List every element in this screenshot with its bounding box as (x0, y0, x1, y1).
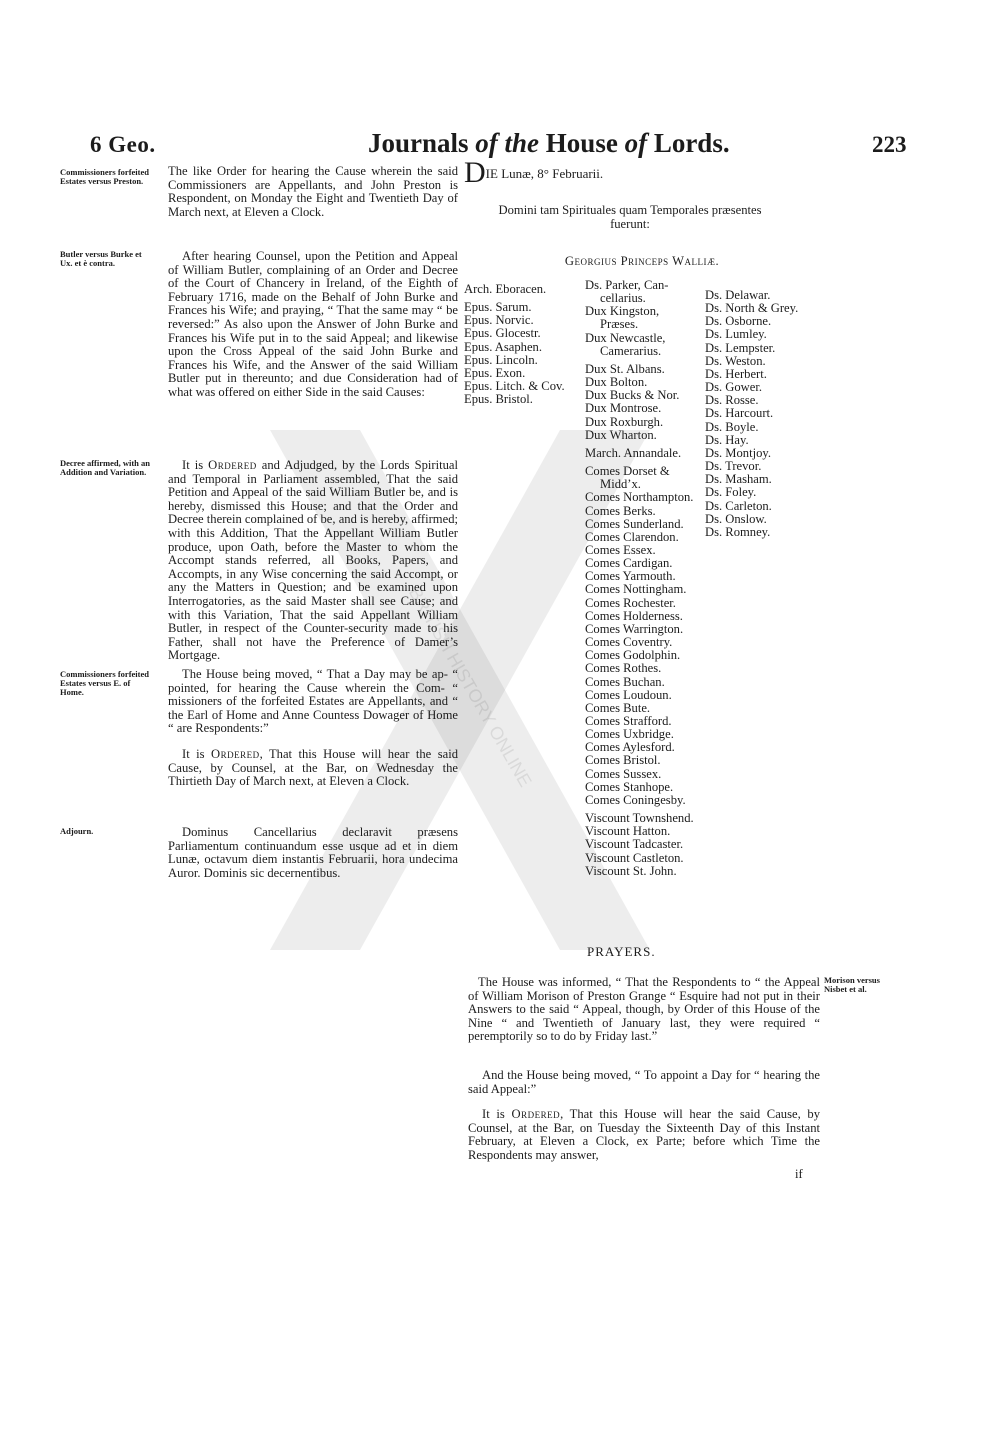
lord-entry: Comes Bristol. (585, 753, 661, 768)
lord-entry: Præses. (600, 317, 639, 332)
date-initial: D (464, 156, 486, 189)
lord-entry: Epus. Asaphen. (464, 339, 543, 354)
lord-entry: Viscount Townshend. (585, 811, 694, 826)
lord-entry: Viscount Tadcaster. (585, 837, 684, 852)
lord-entry: Ds. Onslow. (705, 511, 767, 526)
it-is: It is (182, 747, 205, 761)
lord-entry: Ds. Carleton. (705, 498, 772, 513)
lord-entry: Comes Stanhope. (585, 779, 674, 794)
lord-entry: Comes Coningesby. (585, 792, 686, 807)
lord-entry: Ds. Lempster. (705, 340, 776, 355)
ordered-word: Ordered (211, 747, 260, 761)
lord-entry: Comes Yarmouth. (585, 569, 676, 584)
lord-entry: Epus. Sarum. (464, 300, 532, 315)
lord-entry: Ds. North & Grey. (705, 301, 799, 316)
paragraph-adjournment: Dominus Cancellarius declaravit præsens Parliamentum continuandum esse usque ad et in diem Lunæ, octavum diem instantis Februarii, hora undecima Auror. Dominis sic decernentibus. (168, 825, 458, 880)
lord-entry: Dux Wharton. (585, 427, 657, 442)
decree-text: and Adjudged, by the Lords Spiritual and Temporal in Parliament assembled, That the said Petition and Appeal of the said William Butler be, and is hereby, dismissed this House; and that the Order and Decree therein complained of be, and is hereby, affirmed; with this Addition, That the Appellant William Butler produce, upon Oath, before the Master to whom the Accompt stands referred, all Books, Papers, and Accompts, in any Wise concerning the said Accompt, or any the Matters in Question; and be examined upon Interrogatories, as the said Master shall see Cause; and with this Variation, That the said Appellant William Butler, in respect of the Counter-security made to his Father, shall not have the Preference of Damer’s Mortgage. (168, 458, 458, 663)
lord-entry: Ds. Romney. (705, 524, 771, 539)
title-of-2: of (624, 128, 648, 158)
lord-entry: Comes Godolphin. (585, 648, 681, 663)
lord-entry: Comes Loudoun. (585, 687, 672, 702)
lord-entry: Ds. Trevor. (705, 459, 762, 474)
lord-entry: Comes Essex. (585, 542, 656, 557)
watermark-text: BRITISH HISTORY ONLINE (404, 583, 536, 791)
lord-entry: Comes Nottingham. (585, 582, 687, 597)
margin-note-preston: Commissioners forfeited Estates versus Preston. (60, 167, 149, 186)
lord-entry: Ds. Delawar. (705, 288, 771, 302)
paragraph-morison-motion: And the House being moved, “ To appoint a Day for “ hearing the said Appeal:” (468, 1068, 820, 1096)
lords-list-spiritual (464, 283, 565, 406)
lord-entry: Dux Kingston, (585, 304, 660, 319)
title-the: the (504, 128, 540, 158)
paragraph-home-motion: The House being moved, “ That a Day may be ap- “ pointed, for hearing the Cause wherein the Com- “ missioners of the forfeited Estates are Appellants, and “ the Earl of Home and Anne Countess Dowager of Home “ are Respondents:” (168, 667, 458, 736)
lord-entry: Ds. Boyle. (705, 419, 759, 434)
lord-entry: Ds. Osborne. (705, 314, 772, 329)
lord-entry: Comes Clarendon. (585, 529, 679, 544)
lord-entry: March. Annandale. (585, 445, 682, 460)
lord-entry: Ds. Rosse. (705, 393, 759, 408)
lord-entry: Dux Bolton. (585, 375, 648, 390)
lord-entry: Ds. Foley. (705, 485, 757, 500)
presentes-line: Domini tam Spirituales quam Temporales præsentes fuerunt: (498, 203, 762, 231)
date-heading (464, 156, 804, 189)
lords-list-temporal (585, 279, 694, 878)
morison-order-text: , That this House will hear the said Cause, by Counsel, at the Bar, on Tuesday the Sixteenth Day of this Instant February, at Eleven a Clock, ex Parte; before which Time the Respondents may answer, (468, 1107, 820, 1162)
title-of: of (475, 128, 498, 158)
lord-entry: Epus. Litch. & Cov. (464, 379, 565, 394)
lord-entry: Comes Sussex. (585, 766, 662, 781)
lord-entry: Ds. Weston. (705, 353, 766, 368)
lord-entry: Ds. Gower. (705, 380, 763, 395)
lord-entry: Comes Aylesford. (585, 740, 675, 755)
lord-entry: Comes Rothes. (585, 661, 662, 676)
paragraph-preston-order: The like Order for hearing the Cause wherein the said Commissioners are Appellants, and John Preston is Respondent, on Monday the Eight and Twentieth Day of March next, at Eleven a Clock. (168, 164, 458, 219)
margin-note-home: Commissioners forfeited Estates versus E. of Home. (60, 669, 149, 697)
page-number: 223 (872, 132, 907, 157)
lord-entry: Epus. Exon. (464, 365, 526, 380)
paragraph-home-order (168, 748, 458, 789)
lord-entry: Arch. Eboracen. (464, 282, 547, 296)
lord-entry: Epus. Glocestr. (464, 326, 541, 341)
lord-entry: Viscount St. John. (585, 863, 677, 878)
margin-note-morison: Morison versus Nisbet et al. (824, 975, 880, 994)
lord-entry: Comes Holderness. (585, 608, 683, 623)
lord-entry: Comes Strafford. (585, 714, 672, 728)
paragraph-morison-order (468, 1108, 820, 1162)
prayers-heading: PRAYERS. (587, 944, 656, 959)
lord-entry: Comes Rochester. (585, 595, 676, 610)
lord-entry: Comes Warrington. (585, 621, 684, 636)
margin-note-decree: Decree affirmed, with an Addition and Variation. (60, 458, 151, 477)
it-is: It is (182, 458, 204, 472)
lord-entry: Epus. Norvic. (464, 313, 534, 328)
lord-entry: Comes Buchan. (585, 674, 665, 689)
running-head-title (368, 128, 730, 159)
ordered-word: Ordered (511, 1107, 561, 1121)
lord-entry: Ds. Hay. (705, 432, 749, 447)
lord-entry: Ds. Parker, Can- (585, 278, 669, 292)
prince-line: Georgius Princeps Walliæ. (564, 254, 720, 268)
lord-entry: cellarius. (600, 291, 646, 306)
lord-entry: Dux Newcastle, (585, 330, 666, 345)
lord-entry: Epus. Lincoln. (464, 352, 538, 367)
lord-entry: Comes Bute. (585, 700, 651, 715)
paragraph-morison-informed: The House was informed, “ That the Respondents to “ the Appeal of William Morison of Preston Grange “ Esquire had not put in their Answers to the said “ Appeal, though, by Order of this House of the Nine “ and Twentieth of January last, they were required “ peremptorily so to do by Friday last.” (468, 975, 820, 1044)
lord-entry: Dux Bucks & Nor. (585, 388, 680, 403)
title-journals: Journals (368, 128, 469, 158)
lord-entry: Comes Coventry. (585, 635, 673, 650)
catchword: if (795, 1167, 803, 1181)
lord-entry: Camerarius. (600, 343, 662, 358)
lord-entry: Comes Berks. (585, 503, 656, 518)
margin-note-butler: Butler versus Burke et Ux. et è contra. (60, 249, 142, 268)
title-house: House (545, 128, 618, 158)
lord-entry: Ds. Masham. (705, 472, 772, 487)
lord-entry: Ds. Herbert. (705, 366, 767, 381)
paragraph-butler-hearing: After hearing Counsel, upon the Petition and Appeal of William Butler, complaining of an Order and Decree of the Court of Chancery in Ireland, of the Eighth of February 1716, made on the Behalf of John Burke and Frances his Wife; and praying, “ That the same may “ be reversed:” As also upon the Answer of John Burke and Frances his Wife put in to the said Appeal; and likewise upon the Cross Appeal of the said John Burke and Frances his Wife, and the Answer of the said William Butler put in thereunto; and due Consideration had of what was offered on either Side in the said Causes: (168, 249, 458, 399)
lord-entry: Ds. Montjoy. (705, 445, 772, 460)
lord-entry: Comes Uxbridge. (585, 727, 674, 742)
lords-list-barons (705, 289, 798, 539)
date-rest: IE Lunæ, 8° Februarii. (485, 166, 604, 181)
lord-entry: Ds. Harcourt. (705, 406, 774, 421)
lord-entry: Ds. Lumley. (705, 327, 767, 342)
lord-entry: Dux St. Albans. (585, 361, 665, 376)
lord-entry: Comes Cardigan. (585, 556, 673, 571)
running-head-regnal-year: 6 Geo. (90, 132, 156, 157)
home-order-text: , That this House will hear the said Cause, by Counsel, at the Bar, on Wednesday the Thirtieth Day of March next, at Eleven a Clock. (168, 747, 458, 789)
title-lords: Lords. (653, 128, 730, 158)
margin-note-adjourn: Adjourn. (60, 826, 94, 836)
it-is: It is (482, 1107, 505, 1121)
lord-entry: Comes Dorset & (585, 464, 670, 479)
ordered-word: Ordered (208, 458, 257, 472)
lord-entry: Dux Montrose. (585, 401, 662, 416)
paragraph-decree-affirmed (168, 459, 458, 663)
lord-entry: Comes Northampton. (585, 490, 694, 505)
lord-entry: Midd’x. (600, 477, 641, 492)
lord-entry: Epus. Bristol. (464, 392, 533, 407)
lord-entry: Viscount Hatton. (585, 824, 671, 839)
lord-entry: Viscount Castleton. (585, 850, 684, 865)
lord-entry: Comes Sunderland. (585, 516, 684, 531)
lord-entry: Dux Roxburgh. (585, 414, 664, 429)
